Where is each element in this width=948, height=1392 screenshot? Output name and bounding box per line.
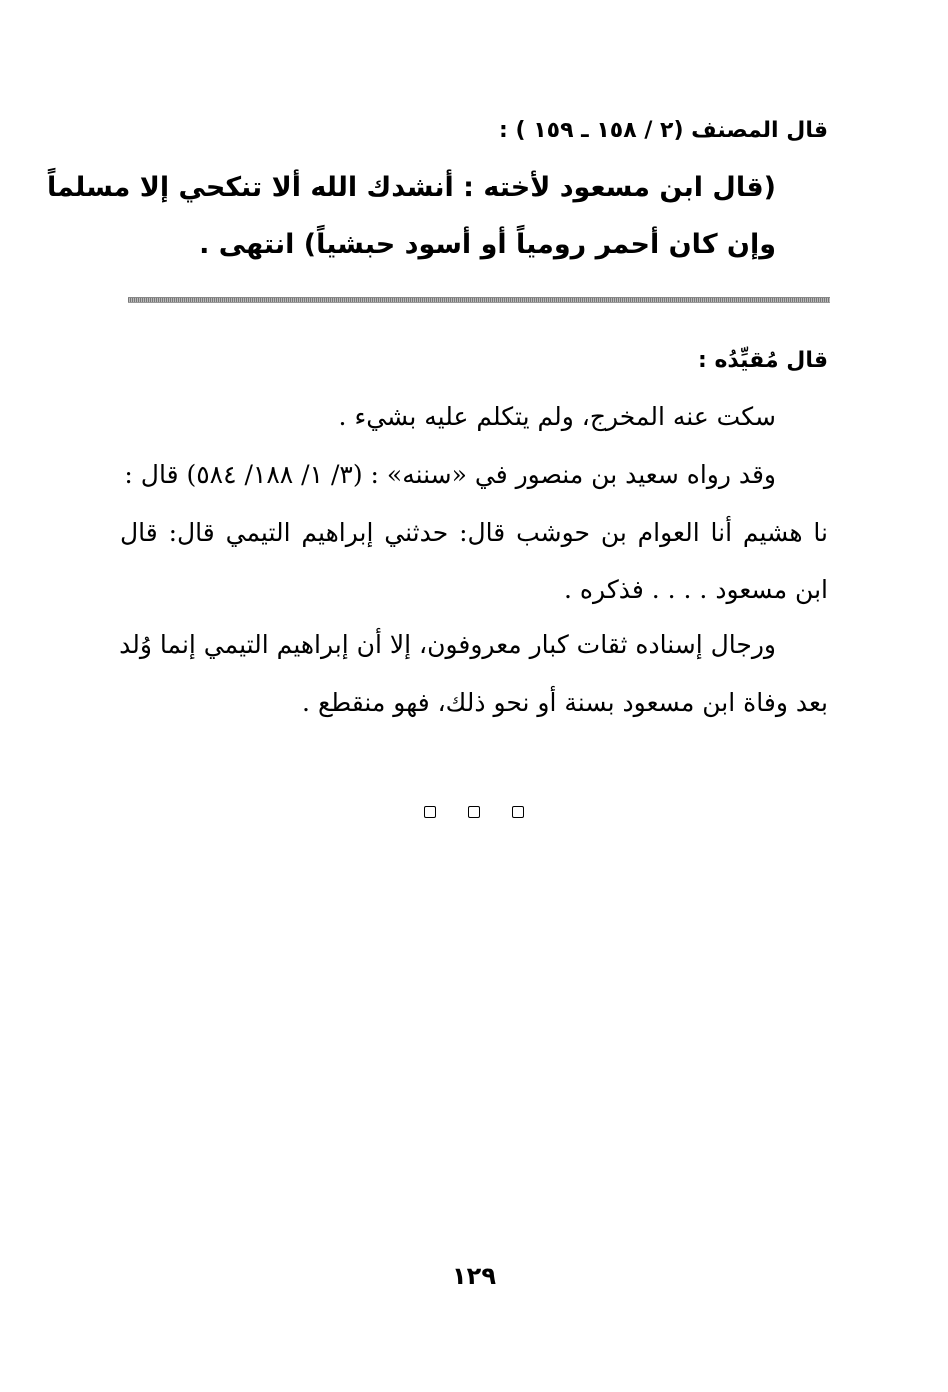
section-divider (128, 297, 830, 303)
quote-line-2: وإن كان أحمر رومياً أو أسود حبشياً) انتهى . (199, 229, 776, 260)
body-line-1: سكت عنه المخرج، ولم يتكلم عليه بشيء . (338, 402, 776, 431)
body-line-5: ورجال إسناده ثقات كبار معروفون، إلا أن إبراهيم التيمي إنما وُلد (119, 630, 776, 659)
page-number: ١٢٩ (452, 1262, 496, 1290)
body-line-6: بعد وفاة ابن مسعود بسنة أو نحو ذلك، فهو منقطع . (302, 688, 828, 717)
ornament-square-icon (424, 806, 436, 818)
body-line-4: ابن مسعود . . . . فذكره . (564, 575, 828, 604)
quote-line-1: (قال ابن مسعود لأخته : أنشدك الله ألا تنكحي إلا مسلماً (46, 172, 776, 203)
ornament-square-icon (512, 806, 524, 818)
author-said-heading: قال المصنف (٢ / ١٥٨ ـ ١٥٩ ) : (499, 118, 828, 143)
section-end-ornament (0, 806, 948, 818)
commentator-said-heading: قال مُقيِّدُه : (697, 348, 828, 373)
body-line-3: نا هشيم أنا العوام بن حوشب قال: حدثني إبراهيم التيمي قال: قال (120, 518, 828, 547)
ornament-square-icon (468, 806, 480, 818)
body-line-2: وقد رواه سعيد بن منصور في «سننه» : (٣/ ١/ ١٨٨/ ٥٨٤) قال : (124, 460, 776, 489)
